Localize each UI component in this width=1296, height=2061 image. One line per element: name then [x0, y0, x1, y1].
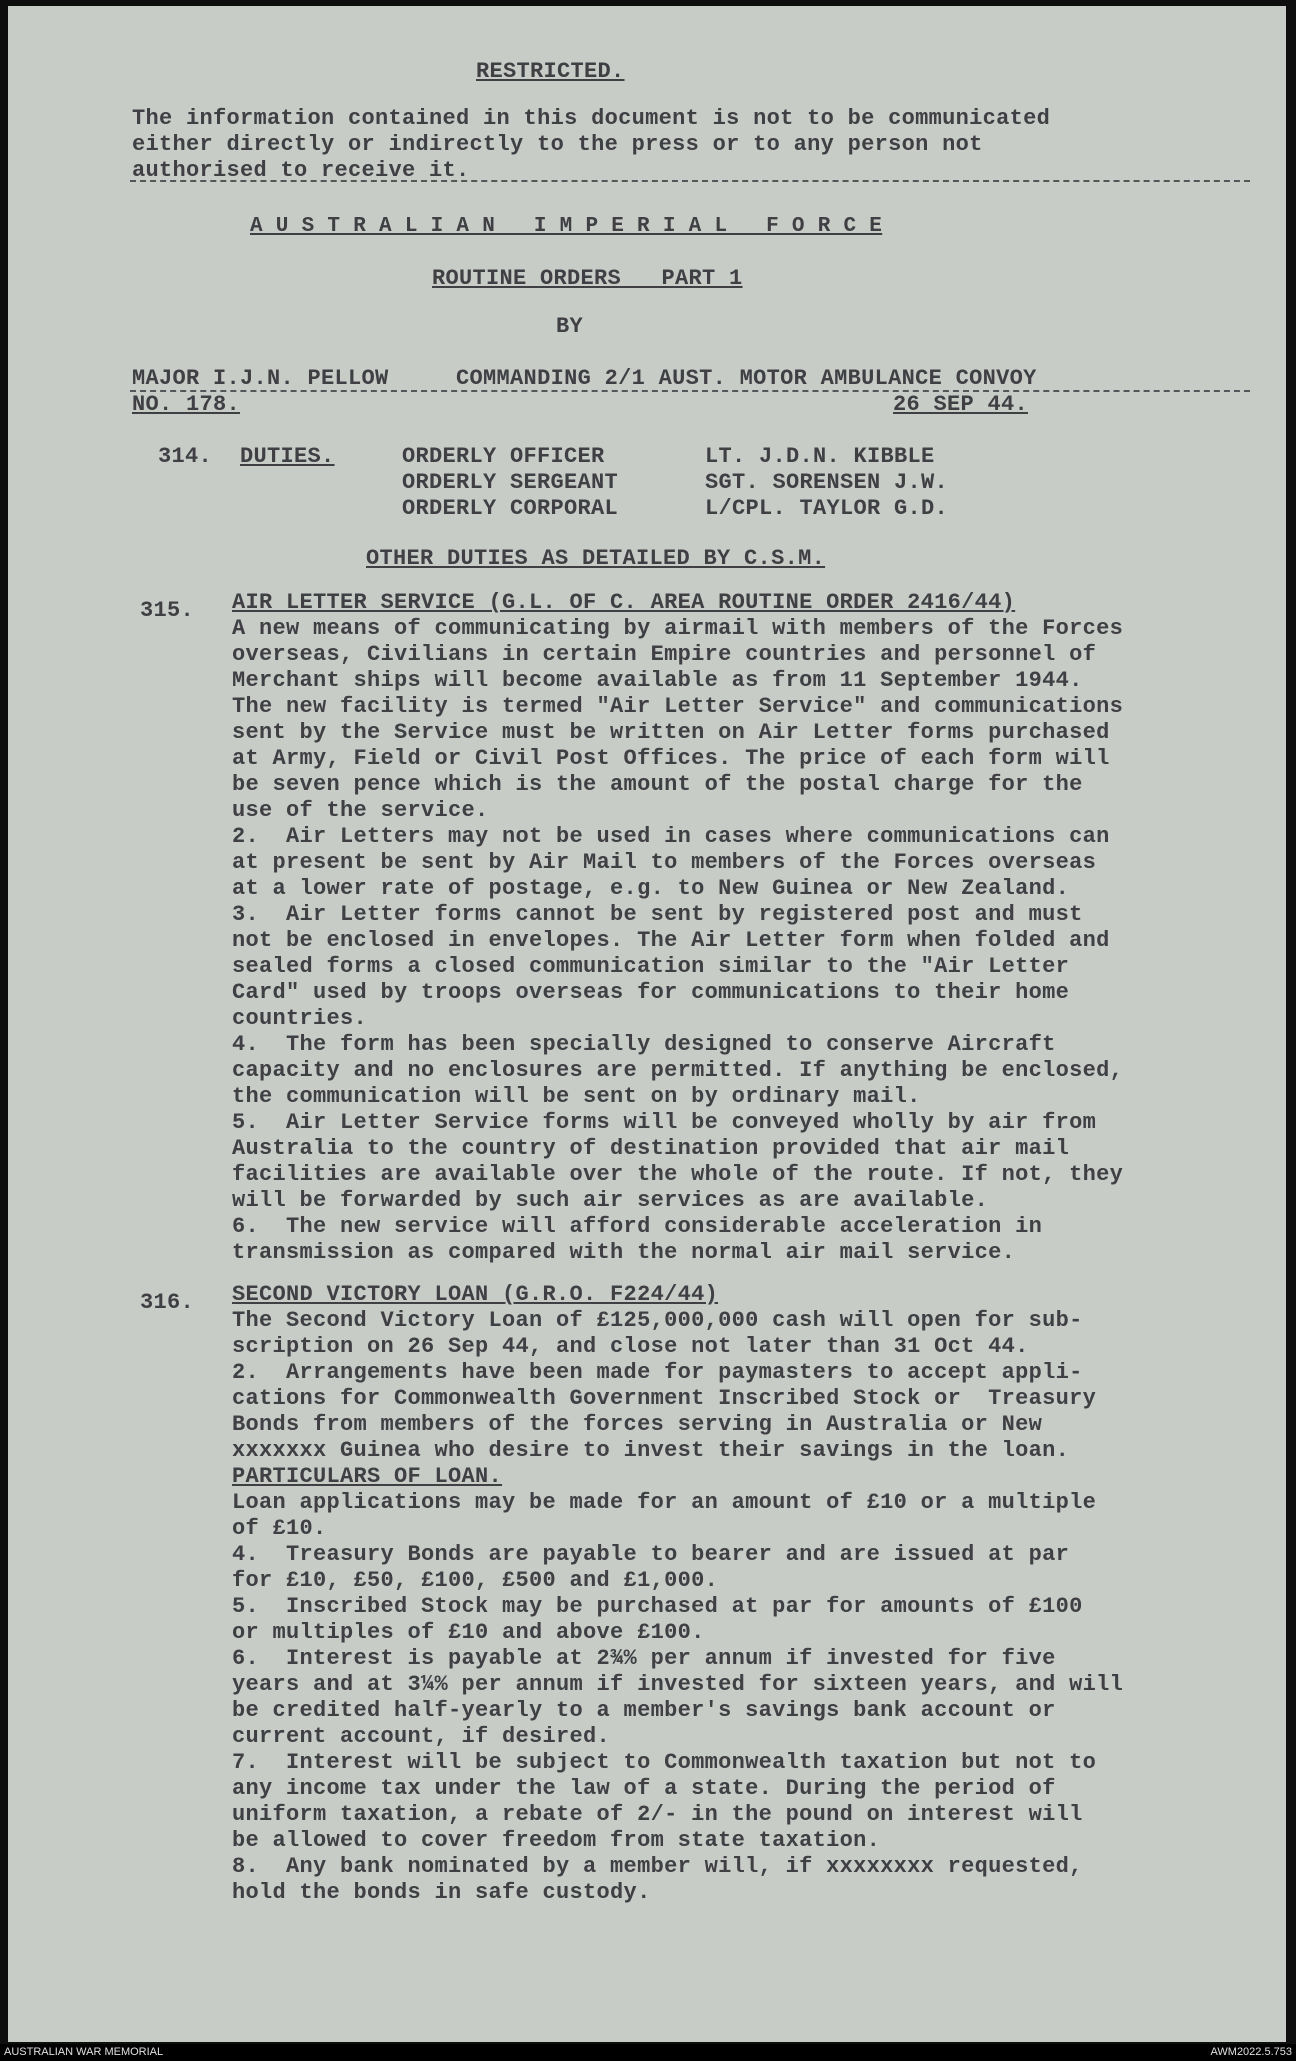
section-315-line: the communication will be sent on by ordinary mail. [232, 1084, 921, 1109]
section-316-line [232, 1438, 1069, 1464]
section-316-line: of £10. [232, 1516, 327, 1541]
section-316-line: any income tax under the law of a state. During the period of [232, 1776, 1056, 1801]
section-315-line: Merchant ships will become available as from 11 September 1944. [232, 668, 1083, 693]
section-315-line: will be forwarded by such air services as are available. [232, 1188, 989, 1213]
section-316-line-text: requested, [934, 1854, 1083, 1879]
section-315-line: at a lower rate of postage, e.g. to New Guinea or New Zealand. [232, 876, 1070, 901]
section-315-line: at present be sent by Air Mail to members of the Forces overseas [232, 850, 1097, 875]
order-date: 26 SEP 44. [893, 392, 1029, 417]
section-316-line: hold the bonds in safe custody. [232, 1880, 651, 1905]
section-315-line: at Army, Field or Civil Post Offices. The price of each form will [232, 746, 1110, 771]
section-315-line: A new means of communicating by airmail with members of the Forces [232, 616, 1124, 641]
section-316-line: Loan applications may be made for an amount of £10 or a multiple [232, 1490, 1097, 1515]
duties-heading: DUTIES. [240, 444, 335, 469]
footer-reference: AWM2022.5.753 [1210, 2046, 1292, 2058]
section-316-line: 5. Inscribed Stock may be purchased at par for amounts of £100 [232, 1594, 1083, 1619]
footer-institution: AUSTRALIAN WAR MEMORIAL [4, 2046, 164, 2058]
section-315-number: 315. [140, 598, 195, 623]
duty-name-3: L/CPL. TAYLOR G.D. [705, 496, 949, 521]
duty-role-3: ORDERLY CORPORAL [402, 496, 619, 521]
section-316-heading: SECOND VICTORY LOAN (G.R.O. F224/44) [232, 1282, 719, 1307]
order-number: NO. 178. [132, 392, 241, 417]
section-315-line: 6. The new service will afford considerable acceleration in [232, 1214, 1043, 1239]
section-316-line: current account, if desired. [232, 1724, 611, 1749]
notice-line-3: authorised to receive it. [132, 158, 470, 183]
section-315-line: capacity and no enclosures are permitted. If anything be enclosed, [232, 1058, 1124, 1083]
section-316-line: or multiples of £10 and above £100. [232, 1620, 705, 1645]
section-315-line: overseas, Civilians in certain Empire countries and personnel of [232, 642, 1097, 667]
section-315-line: sent by the Service must be written on Air Letter forms purchased [232, 720, 1110, 745]
section-316-line: 6. Interest is payable at 2¾% per annum if invested for five [232, 1646, 1056, 1671]
document-page [8, 6, 1286, 2042]
section-316-line: be credited half-yearly to a member's savings bank account or [232, 1698, 1056, 1723]
section-315-line: 5. Air Letter Service forms will be conveyed wholly by air from [232, 1110, 1097, 1135]
section-315-line: 4. The form has been specially designed to conserve Aircraft [232, 1032, 1056, 1057]
divider-rule [130, 180, 1250, 182]
section-315-line: transmission as compared with the normal air mail service. [232, 1240, 1016, 1265]
section-315-line: Card" used by troops overseas for communications to their home [232, 980, 1070, 1005]
duty-role-2: ORDERLY SERGEANT [402, 470, 619, 495]
section-315-line: countries. [232, 1006, 368, 1031]
section-315-line: 2. Air Letters may not be used in cases where communications can [232, 824, 1110, 849]
section-316-line: for £10, £50, £100, £500 and £1,000. [232, 1568, 719, 1593]
section-316-line-text: Guinea who desire to invest their savings in the loan. [326, 1438, 1070, 1463]
commander-rule [130, 390, 1250, 392]
section-316-line: 7. Interest will be subject to Commonwealth taxation but not to [232, 1750, 1097, 1775]
section-315-line: facilities are available over the whole of the route. If not, they [232, 1162, 1124, 1187]
section-316-line: uniform taxation, a rebate of 2/- in the pound on interest will [232, 1802, 1083, 1827]
section-316-line: The Second Victory Loan of £125,000,000 cash will open for sub- [232, 1308, 1083, 1333]
section-315-line: 3. Air Letter forms cannot be sent by registered post and must [232, 902, 1083, 927]
duty-role-1: ORDERLY OFFICER [402, 444, 605, 469]
by-label: BY [556, 314, 584, 339]
section-315-line: Australia to the country of destination provided that air mail [232, 1136, 1070, 1161]
notice-line-1: The information contained in this document is not to be communicated [132, 106, 1051, 131]
section-316-line: years and at 3¼% per annum if invested for sixteen years, and will [232, 1672, 1124, 1697]
section-316-line: scription on 26 Sep 44, and close not later than 31 Oct 44. [232, 1334, 1029, 1359]
notice-line-2: either directly or indirectly to the press or to any person not [132, 132, 983, 157]
section-315-line: be seven pence which is the amount of the postal charge for the [232, 772, 1083, 797]
force-title: A U S T R A L I A N I M P E R I A L F O R C E [250, 215, 883, 238]
routine-orders-title: ROUTINE ORDERS PART 1 [432, 266, 743, 291]
struck-out-text: xxxxxxxx [826, 1854, 935, 1879]
duties-number: 314. [158, 444, 213, 469]
other-duties: OTHER DUTIES AS DETAILED BY C.S.M. [366, 546, 826, 571]
section-316-line-text: 8. Any bank nominated by a member will, if [232, 1854, 827, 1879]
section-316-number: 316. [140, 1290, 195, 1315]
section-315-line: use of the service. [232, 798, 489, 823]
section-316-line [232, 1854, 1083, 1880]
particulars-heading: PARTICULARS OF LOAN. [232, 1464, 503, 1489]
section-316-line: Bonds from members of the forces serving in Australia or New [232, 1412, 1043, 1437]
duty-name-1: LT. J.D.N. KIBBLE [705, 444, 935, 469]
section-316-line: 2. Arrangements have been made for paymasters to accept appli- [232, 1360, 1083, 1385]
section-315-line: The new facility is termed "Air Letter Service" and communications [232, 694, 1124, 719]
section-316-line: be allowed to cover freedom from state taxation. [232, 1828, 881, 1853]
section-316-line: cations for Commonwealth Government Inscribed Stock or Treasury [232, 1386, 1097, 1411]
archive-footer [0, 2044, 1296, 2061]
commander-line: MAJOR I.J.N. PELLOW COMMANDING 2/1 AUST. MOTOR AMBULANCE CONVOY [132, 366, 1037, 391]
section-315-heading: AIR LETTER SERVICE (G.L. OF C. AREA ROUTINE ORDER 2416/44) [232, 590, 1016, 615]
struck-out-text: xxxxxxx [232, 1438, 327, 1463]
section-315-line: sealed forms a closed communication similar to the "Air Letter [232, 954, 1070, 979]
section-316-line: 4. Treasury Bonds are payable to bearer and are issued at par [232, 1542, 1070, 1567]
restricted-label: RESTRICTED. [476, 59, 625, 84]
section-315-line: not be enclosed in envelopes. The Air Letter form when folded and [232, 928, 1110, 953]
duty-name-2: SGT. SORENSEN J.W. [705, 470, 949, 495]
